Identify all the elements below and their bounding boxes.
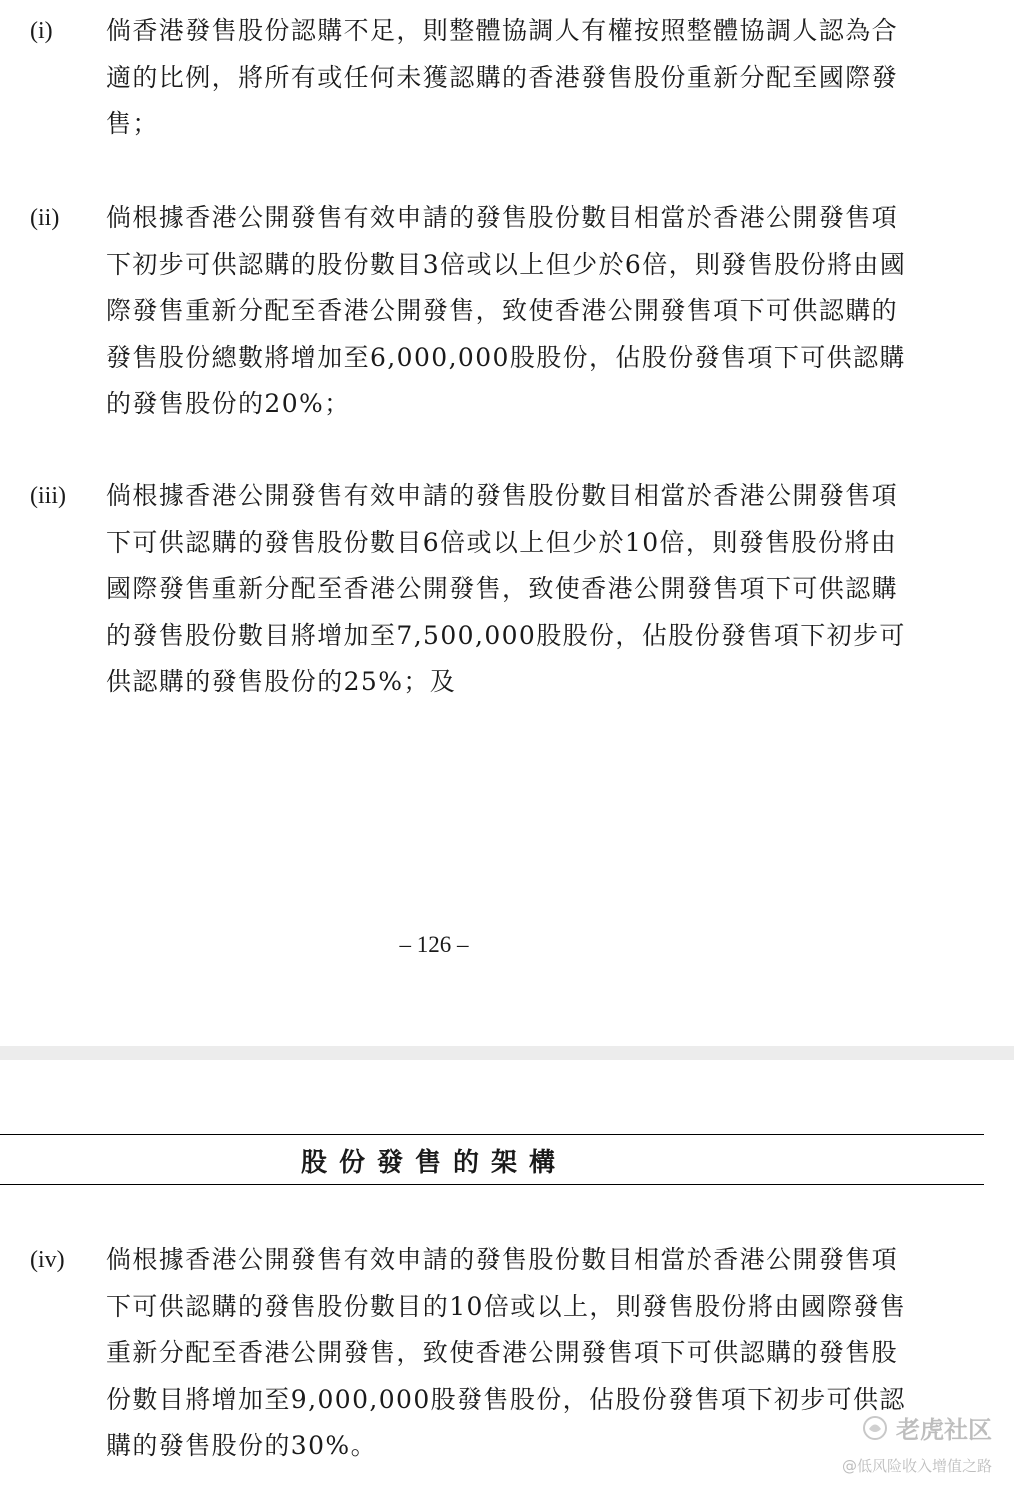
section-title: 股份發售的架構 bbox=[300, 1148, 567, 1178]
item-text bbox=[106, 8, 986, 148]
text-line: 售； bbox=[106, 109, 159, 138]
page-number: – 126 – bbox=[399, 932, 469, 957]
header-rule-top bbox=[0, 1134, 984, 1135]
watermark bbox=[842, 1410, 992, 1476]
text-line: 重新分配至香港公開發售，致使香港公開發售項下可供認購的發售股 bbox=[106, 1338, 899, 1367]
text-line: 倘根據香港公開發售有效申請的發售股份數目相當於香港公開發售項 bbox=[106, 1245, 899, 1274]
text-line: 適的比例，將所有或任何未獲認購的香港發售股份重新分配至國際發 bbox=[106, 62, 899, 92]
item-number: (iv) bbox=[30, 1247, 65, 1273]
text-line: 發售股份總數將增加至6,000,000股股份，佔股份發售項下可供認購 bbox=[106, 342, 906, 372]
header-rule-bottom bbox=[0, 1184, 984, 1185]
page-separator bbox=[0, 1046, 1014, 1060]
tiger-logo-icon bbox=[860, 1415, 890, 1441]
text-line: 下初步可供認購的股份數目3倍或以上但少於6倍，則發售股份將由國 bbox=[106, 249, 907, 279]
watermark-handle: @低风险收入增值之路 bbox=[841, 1457, 992, 1475]
text-line: 購的發售股份的30%。 bbox=[106, 1431, 377, 1460]
text-line: 供認購的發售股份的25%；及 bbox=[106, 667, 457, 696]
item-text bbox=[106, 473, 986, 706]
watermark-brand: 老虎社区 bbox=[896, 1416, 992, 1444]
text-line: 倘根據香港公開發售有效申請的發售股份數目相當於香港公開發售項 bbox=[106, 481, 899, 510]
item-number: (i) bbox=[30, 18, 53, 44]
text-line: 際發售重新分配至香港公開發售，致使香港公開發售項下可供認購的 bbox=[106, 296, 899, 325]
text-line: 下可供認購的發售股份數目6倍或以上但少於10倍，則發售股份將由 bbox=[106, 527, 898, 557]
text-line: 的發售股份數目將增加至7,500,000股股份，佔股份發售項下初步可 bbox=[106, 620, 906, 650]
text-line: 份數目將增加至9,000,000股發售股份，佔股份發售項下初步可供認 bbox=[106, 1384, 906, 1414]
text-line: 的發售股份的20%； bbox=[106, 389, 351, 418]
item-text bbox=[106, 195, 986, 428]
text-line: 國際發售重新分配至香港公開發售，致使香港公開發售項下可供認購 bbox=[106, 574, 899, 603]
text-line: 倘根據香港公開發售有效申請的發售股份數目相當於香港公開發售項 bbox=[106, 203, 899, 232]
text-line: 下可供認購的發售股份數目的10倍或以上，則發售股份將由國際發售 bbox=[106, 1291, 907, 1321]
item-number: (iii) bbox=[30, 483, 66, 509]
text-line: 倘香港發售股份認購不足，則整體協調人有權按照整體協調人認為合 bbox=[106, 16, 899, 45]
item-number: (ii) bbox=[30, 205, 60, 231]
